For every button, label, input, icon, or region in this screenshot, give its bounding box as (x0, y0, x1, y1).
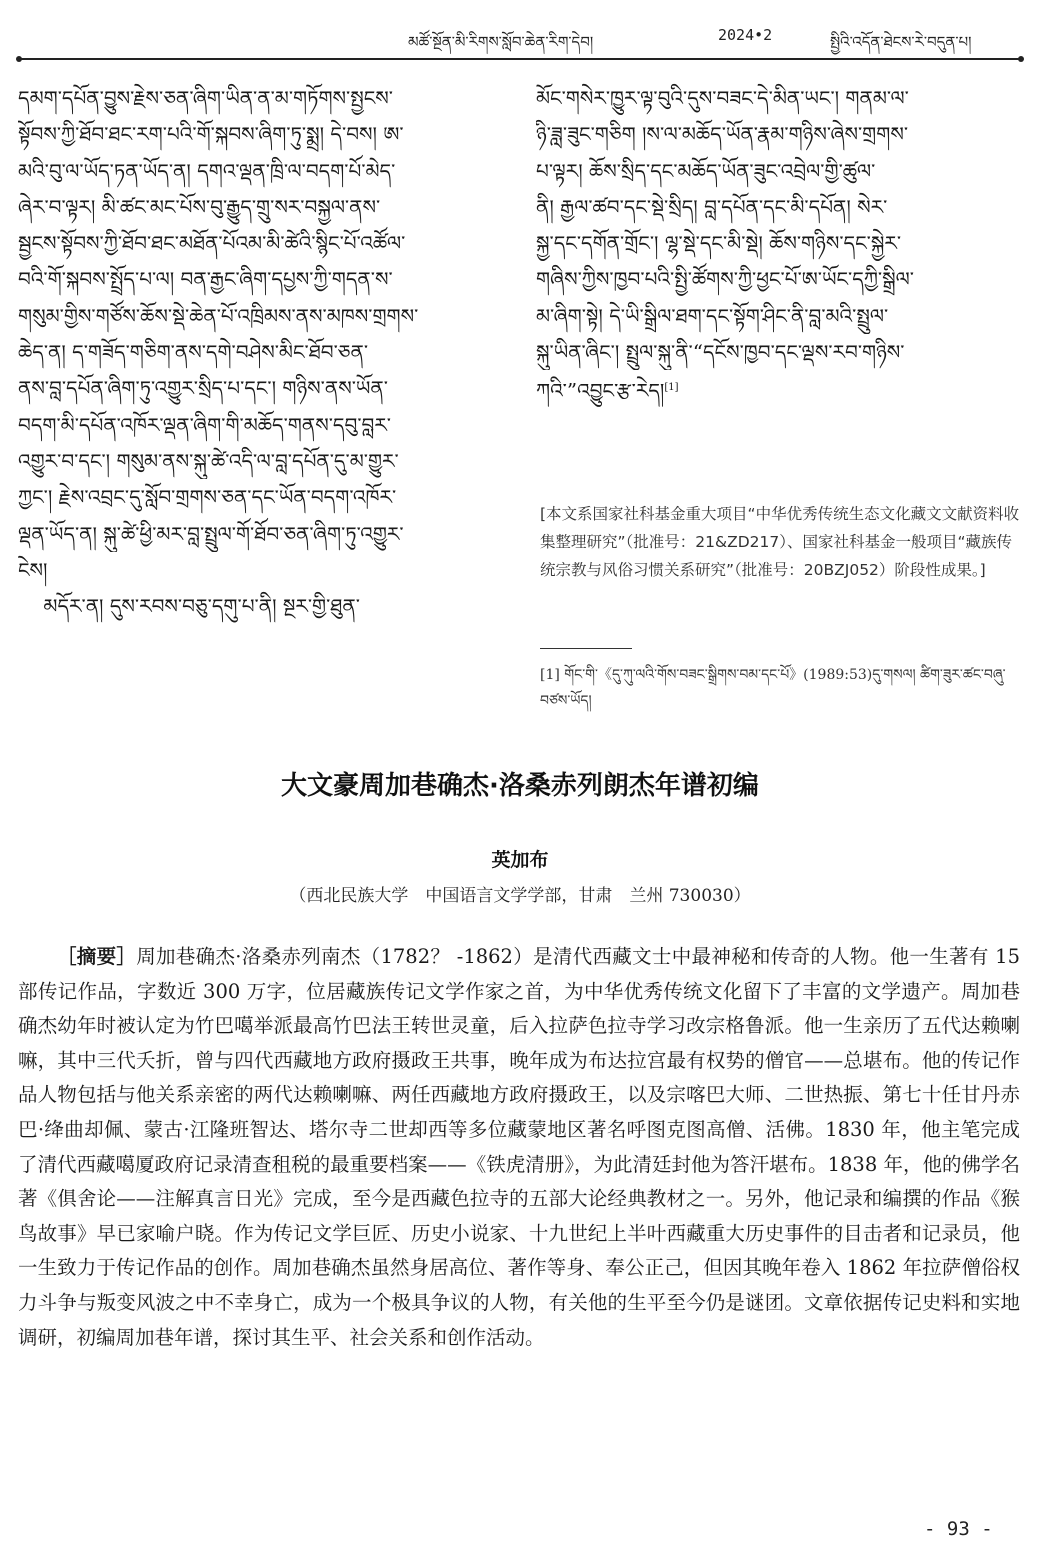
text-line: སྟོབས་ཀྱི་ཐོབ་ཐང་རག་པའི་གོ་སྐབས་ཞིག་ཏུ་སྨྲ། དེ་བས། ཨ་ (18, 122, 404, 147)
abstract-label: ［摘要］ (57, 945, 137, 968)
abstract (18, 940, 1020, 1355)
text-line: མདོར་ན། དུས་རབས་བཅུ་དགུ་པ་ནི། སྔར་གྱི་ཐུན་ (18, 594, 360, 619)
text-line: འགྱུར་བ་དང་། གསུམ་ནས་སྐུ་ཚེ་འདི་ལ་བླ་དཔོན་དུ་མ་གྱུར་ (18, 448, 399, 473)
text-line: བའི་གོ་སྐབས་སྤྲོད་པ་ལ། བན་རྒྱང་ཞིག་དཔྱས་ཀྱི་གདན་ས་ (18, 267, 393, 292)
text-line-last (536, 370, 1020, 406)
issue-number: 2024•2 (718, 26, 773, 44)
text-line: སྦྱངས་སྟོབས་ཀྱི་ཐོབ་ཐང་མཐོན་པོའམ་མི་ཚེའི་སྙིང་པོ་འཚོལ་ (18, 231, 406, 256)
text-line: མའི་བུ་ལ་ཡོད་ཏན་ཡོད་ན། དགའ་ལྡན་ཁྲི་ལ་བདག་པོ་མེད་ (18, 158, 396, 183)
text-line: ནི། རྒྱལ་ཚབ་དང་སྡེ་སྲིད། བླ་དཔོན་དང་མི་དཔོན། སེར་ (536, 194, 888, 219)
text-line: ཉི་ཟླ་ཟུང་གཅིག །ས་ལ་མཆོད་ཡོན་རྣམ་གཉིས་ཞེས་གྲགས་ (536, 122, 909, 147)
text-line: ངེས། (18, 557, 48, 582)
text-line: མོང་གསེར་ཁྱུར་ལྟ་བུའི་དུས་བཟང་དེ་མིན་ཡང་། གནམ་ལ་ (536, 86, 909, 110)
text-line: ལྡན་ཡོད་ན། སྐུ་ཚེ་ཕྱི་མར་བླ་སྤྲུལ་གོ་ཐོབ་ཅན་ཞིག་ཏུ་འགྱུར་ (18, 521, 404, 546)
author-name: 英加布 (491, 849, 549, 871)
text-line: ཀྱང་། རྗེས་འབྲང་དུ་སློབ་གྲགས་ཅན་དང་ཡོན་བདག་འཁོར་ (18, 485, 397, 510)
text-line: གསུམ་གྱིས་གཙོས་ཆོས་སྡེ་ཆེན་པོ་འཁྲིམས་ནས་མཁས་གྲགས་ (18, 303, 419, 328)
text-line: བདག་མི་དཔོན་འཁོར་ལྡན་ཞིག་གི་མཆོད་གནས་དབུ་བླར་ (18, 412, 391, 437)
text-line: ཞེར་བ་ལྟར། མི་ཚང་མང་པོས་བུ་རྒྱུད་གྲུ་སར་བསྐྱལ་ནས་ (18, 194, 381, 219)
text-line: པ་ལྟར། ཆོས་སྲིད་དང་མཆོད་ཡོན་ཟུང་འབྲེལ་གྱི་ཚུལ་ (536, 158, 876, 183)
issue-section: སྤྱིའི་འདོན་ཐེངས་རེ་བདུན་པ། (830, 33, 972, 51)
text-line: ཀའི་”འབྱུང་རྩ་རེད། (536, 379, 665, 404)
text-line: ཆེད་ན། ད་གཟོད་གཅིག་ནས་དགེ་བཤེས་མིང་ཐོབ་ཅན་ (18, 340, 369, 365)
text-line: ནས་བླ་དཔོན་ཞིག་ཏུ་འགྱུར་སྲིད་པ་དང་། གཉིས་ནས་ཡོན་ (18, 376, 388, 401)
text-line: སྐུ་ཡིན་ཞིང་། སྤྲུལ་སྐུ་ནི་“དངོས་ཁྱབ་དང་ལྡས་རབ་གཉིས་ (536, 340, 905, 365)
text-line: དམག་དཔོན་བྱུས་རྗེས་ཅན་ཞིག་ཡིན་ན་མ་གཏོགས་སྤྱངས་ (18, 86, 393, 110)
footnote: [1] གོང་གི་《དུ་ཀུ་ལའི་གོས་བཟང་སྒྲིགས་བམ་དང་པོ》(1989:53)དུ་གསལ། ཚིག་ཟུར་ཚང་བཞུ་བཙས་ཡོད། (540, 667, 1006, 709)
abstract-text: 周加巷确杰·洛桑赤列南杰（1782？ -1862）是清代西藏文士中最神秘和传奇的人物。他一生著有 15 部传记作品，字数近 300 万字，位居藏族传记文学作家之首，为中华优秀传统文化留下了丰富的文学遗产。周加巷确杰幼年时被认定为竹巴噶举派最高竹巴法王转世灵童，后入拉萨色拉寺学习改宗格鲁派。他一生亲历了五代达赖喇嘛，其中三代夭折，曾与四代西藏地方政府摄政王共事，晚年成为布达拉宫最有权势的僧官——总堪布。他的传记作品人物包括与他关系亲密的两代达赖喇嘛、两任西藏地方政府摄政王，以及宗喀巴大师、二世热振、第七十任甘丹赤巴·绛曲却佩、蒙古·江隆班智达、塔尔寺二世却西等多位藏蒙地区著名呼图克图高僧、活佛。1830 年，他主笔完成了清代西藏噶厦政府记录清查租税的最重要档案——《铁虎清册》，为此清廷封他为答汗堪布。1838 年，他的佛学名著《俱舍论——注解真言日光》完成，至今是西藏色拉寺的五部大论经典教材之一。另外，他记录和编撰的作品《猴鸟故事》早已家喻户晓。作为传记文学巨匠、历史小说家、十九世纪上半叶西藏重大历史事件的目击者和记录员，他一生致力于传记作品的创作。周加巷确杰虽然身居高位、著作等身、奉公正己，但因其晚年卷入 1862 年拉萨僧俗权力斗争与叛变风波之中不幸身亡，成为一个极具争议的人物，有关他的生平至今仍是谜团。文章依据传记史料和实地调研，初编周加巷年谱，探讨其生平、社会关系和创作活动。 (18, 945, 1020, 1349)
page-number: - 93 - (924, 1518, 993, 1540)
running-header (18, 22, 1022, 56)
right-column (536, 80, 1020, 407)
author-affiliation: （西北民族大学 中国语言文学学部，甘肃 兰州 730030） (289, 886, 751, 906)
funding-note: [本文系国家社科基金重大项目“中华优秀传统生态文化藏文文献资料收集整理研究”（批准号：21&ZD217）、国家社科基金一般项目“藏族传统宗教与风俗习惯关系研究”（批准号：20BZJ052）阶段性成果。] (540, 505, 1020, 579)
journal-name: མཚོ་སྔོན་མི་རིགས་སློབ་ཆེན་རིག་དེབ། (408, 33, 594, 51)
article-title: 大文豪周加巷确杰·洛桑赤列朗杰年谱初编 (281, 771, 759, 801)
footnote-rule (540, 648, 632, 649)
header-rule (18, 58, 1022, 60)
text-line: སྐྱ་དང་དགོན་གྲོང་། ལྷ་སྡེ་དང་མི་སྡེ། ཆོས་གཉིས་དང་སྐྱེར་ (536, 231, 902, 256)
left-column (18, 80, 504, 624)
text-line: གཞིས་ཀྱིས་ཁྱབ་པའི་སྤྱི་ཚོགས་ཀྱི་ཕྱང་པོ་ཨ་ཡོང་དཀྱི་སྒྲིལ་ (536, 267, 914, 292)
footnote-marker: [1] (664, 382, 679, 394)
text-line: མ་ཞིག་སྟེ། དེ་ཡི་སྒྲིལ་ཐག་དང་སྟོག་ཤིང་ནི་བླ་མའི་སྤྲུལ་ (536, 303, 889, 328)
